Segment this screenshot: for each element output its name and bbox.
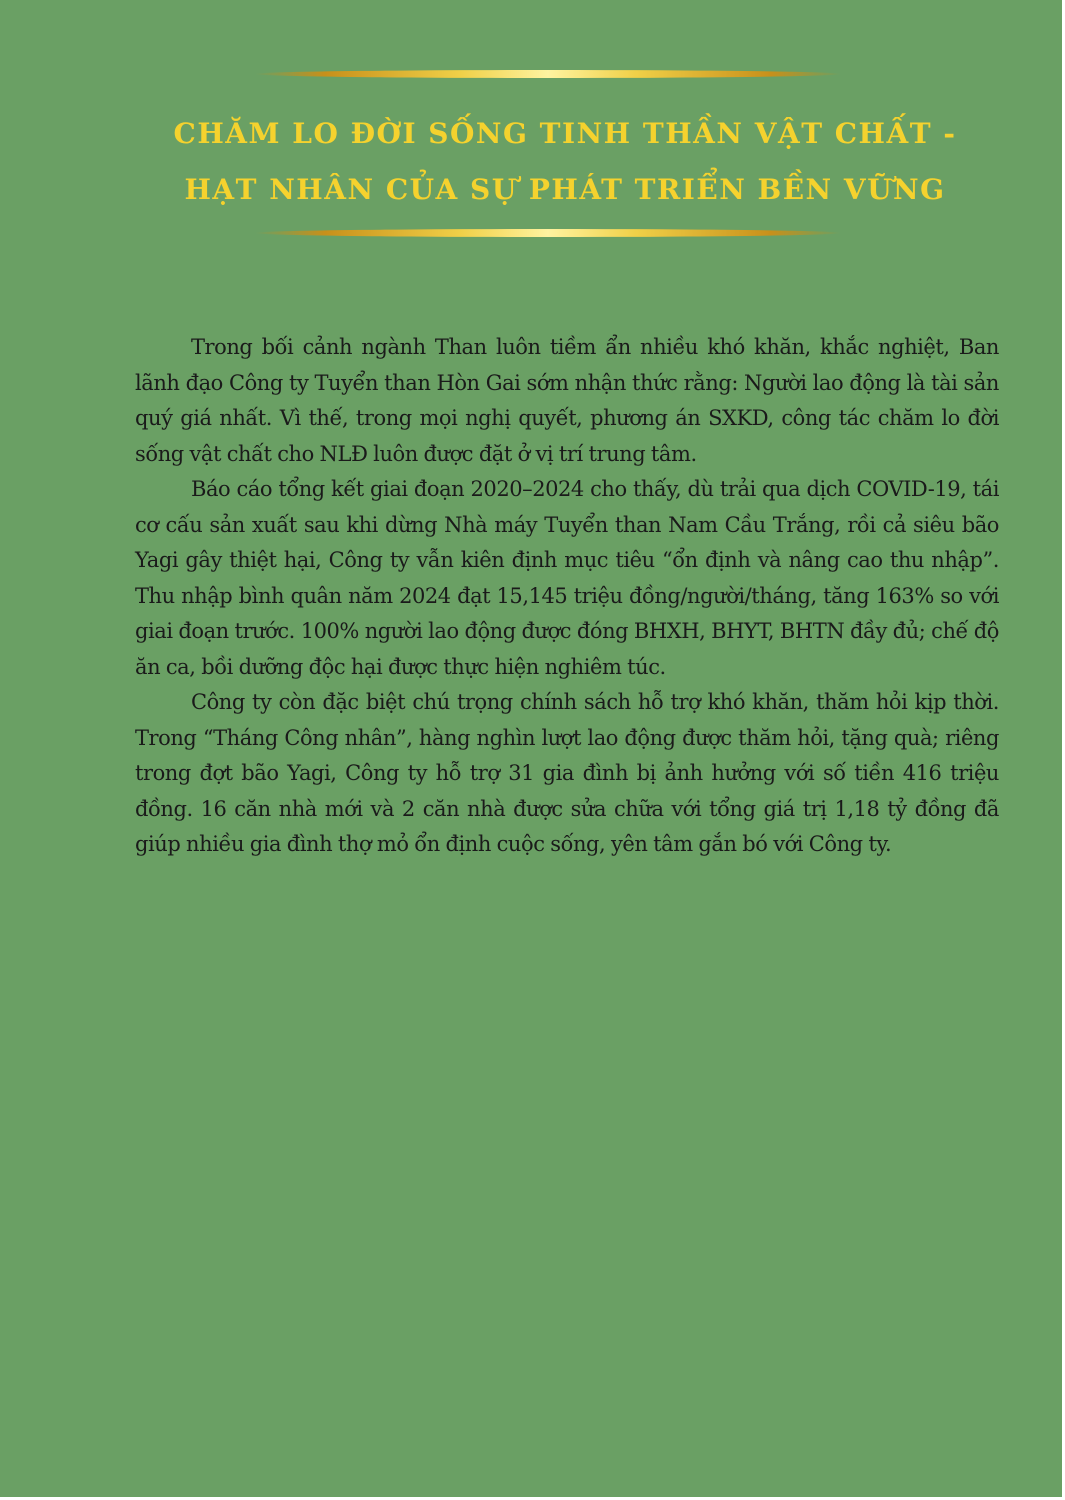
bottom-gold-divider [255,229,841,237]
title-line-2: HẠT NHÂN CỦA SỰ PHÁT TRIỂN BỀN VỮNG [184,173,946,206]
title-line-1: CHĂM LO ĐỜI SỐNG TINH THẦN VẬT CHẤT - [173,117,957,150]
top-gold-divider [255,70,841,78]
paragraph-2: Báo cáo tổng kết giai đoạn 2020–2024 cho thấy, dù trải qua dịch COVID-19, tái cơ cấu sản xuất sau khi dừng Nhà máy Tuyển than Nam Cầu Trắng, rồi cả siêu bão Yagi gây thiệt hại, Công ty vẫn kiên định mục tiêu “ổn định và nâng cao thu nhập”. Thu nhập bình quân năm 2024 đạt 15,145 triệu đồng/người/tháng, tăng 163% so với giai đoạn trước. 100% người lao động được đóng BHXH, BHYT, BHTN đầy đủ; chế độ ăn ca, bồi dưỡng độc hại được thực hiện nghiêm túc. [135,477,999,679]
page-title [130,106,1000,218]
paragraph-3: Công ty còn đặc biệt chú trọng chính sách hỗ trợ khó khăn, thăm hỏi kịp thời. Trong “Tháng Công nhân”, hàng nghìn lượt lao động được thăm hỏi, tặng quà; riêng trong đợt bão Yagi, Công ty hỗ trợ 31 gia đình bị ảnh hưởng với số tiền 416 triệu đồng. 16 căn nhà mới và 2 căn nhà được sửa chữa với tổng giá trị 1,18 tỷ đồng đã giúp nhiều gia đình thợ mỏ ổn định cuộc sống, yên tâm gắn bó với Công ty. [135,690,999,856]
paragraph-1: Trong bối cảnh ngành Than luôn tiềm ẩn nhiều khó khăn, khắc nghiệt, Ban lãnh đạo Công ty Tuyển than Hòn Gai sớm nhận thức rằng: Người lao động là tài sản quý giá nhất. Vì thế, trong mọi nghị quyết, phương án SXKD, công tác chăm lo đời sống vật chất cho NLĐ luôn được đặt ở vị trí trung tâm. [135,335,999,466]
article-body [135,330,999,863]
